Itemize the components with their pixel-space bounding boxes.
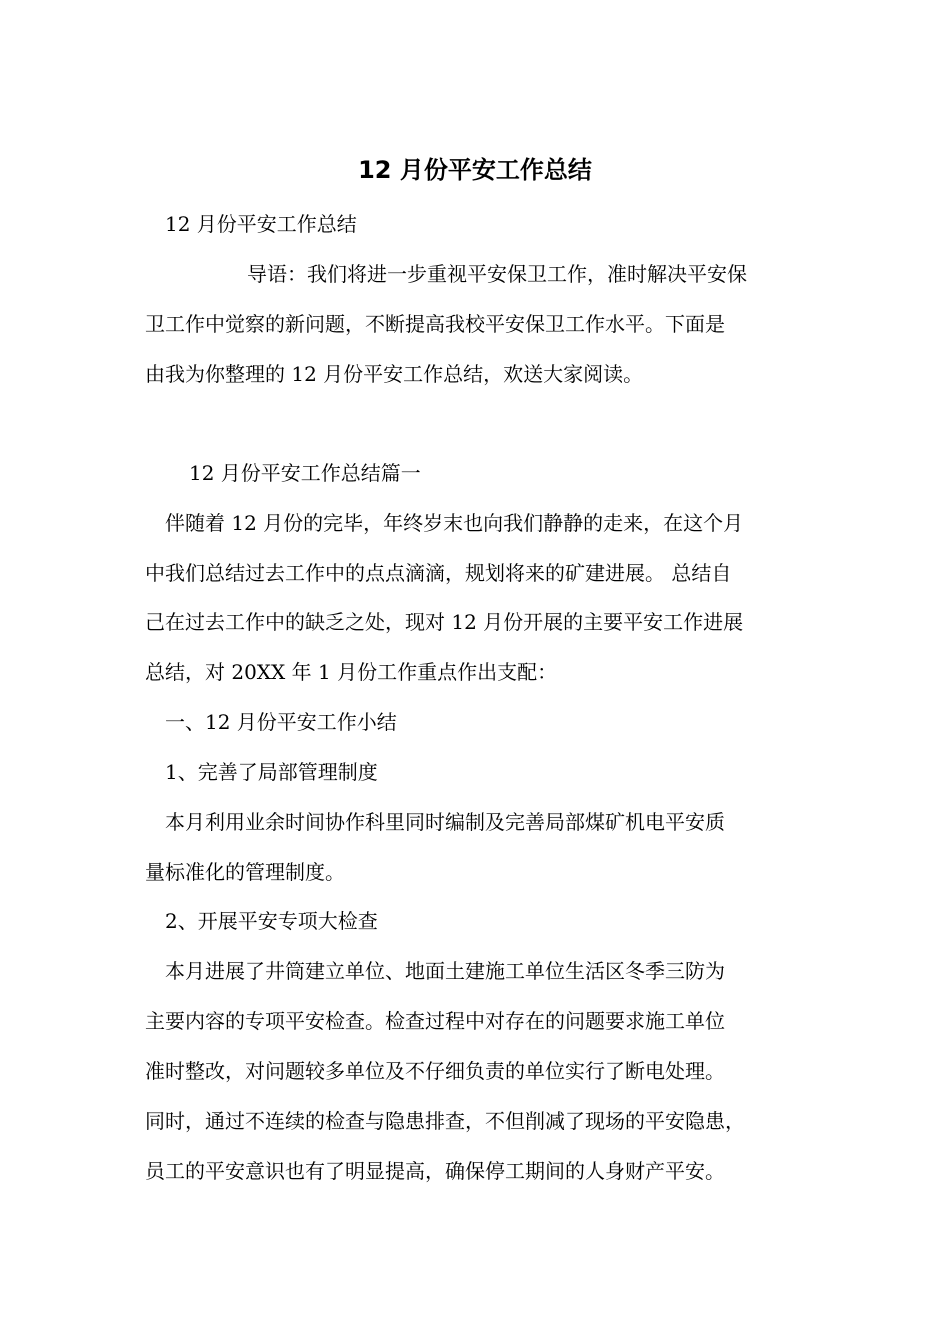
item-heading-2: 2、开展平安专项大检查 bbox=[165, 909, 378, 933]
section-heading: 12 月份平安工作总结篇一 bbox=[189, 461, 421, 485]
item-1-line-1: 本月利用业余时间协作科里同时编制及完善局部煤矿机电平安质 bbox=[165, 810, 725, 834]
paragraph-line-2: 中我们总结过去工作中的点点滴滴，规划将来的矿建进展。 总结自 bbox=[145, 561, 732, 585]
document-title: 12 月份平安工作总结 bbox=[358, 156, 592, 184]
item-2-line-5: 员工的平安意识也有了明显提高，确保停工期间的人身财产平安。 bbox=[145, 1159, 725, 1183]
paragraph-line-4: 总结，对 20XX 年 1 月份工作重点作出支配： bbox=[145, 660, 558, 684]
paragraph-line-1: 伴随着 12 月份的完毕，年终岁末也向我们静静的走来，在这个月 bbox=[165, 511, 744, 535]
intro-line-2: 卫工作中觉察的新问题，不断提高我校平安保卫工作水平。下面是 bbox=[145, 312, 725, 336]
intro-line-1: 导语：我们将进一步重视平安保卫工作，准时解决平安保 bbox=[247, 262, 747, 286]
item-2-line-1: 本月进展了井筒建立单位、地面土建施工单位生活区冬季三防为 bbox=[165, 959, 725, 983]
item-2-line-4: 同时，通过不连续的检查与隐患排查，不但削减了现场的平安隐患， bbox=[145, 1109, 745, 1133]
item-2-line-2: 主要内容的专项平安检查。检查过程中对存在的问题要求施工单位 bbox=[145, 1009, 725, 1033]
intro-line-3: 由我为你整理的 12 月份平安工作总结，欢送大家阅读。 bbox=[145, 362, 644, 386]
item-2-line-3: 准时整改，对问题较多单位及不仔细负责的单位实行了断电处理。 bbox=[145, 1059, 725, 1083]
item-1-line-2: 量标准化的管理制度。 bbox=[145, 860, 345, 884]
subtitle-line: 12 月份平安工作总结 bbox=[165, 212, 357, 236]
paragraph-line-3: 己在过去工作中的缺乏之处，现对 12 月份开展的主要平安工作进展 bbox=[145, 610, 744, 634]
item-heading-1: 1、完善了局部管理制度 bbox=[165, 760, 378, 784]
subheading-1: 一、12 月份平安工作小结 bbox=[165, 710, 397, 734]
